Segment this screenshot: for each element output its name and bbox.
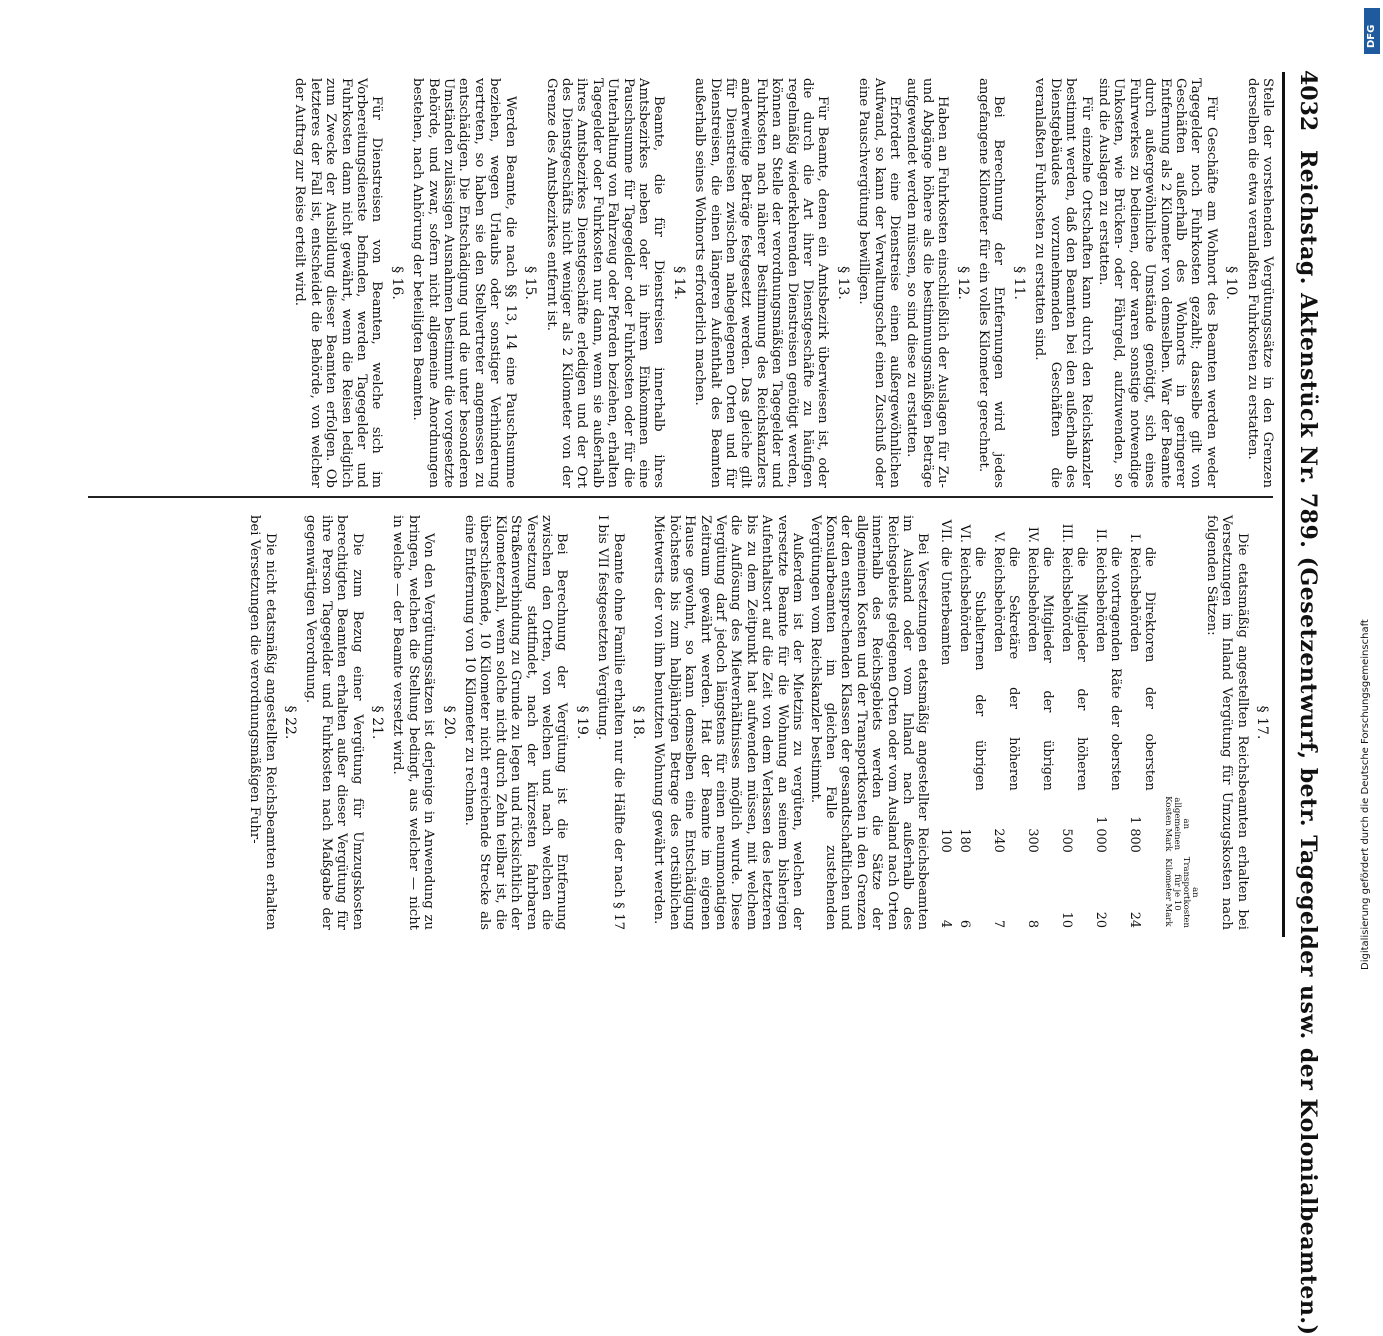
- paragraph: Bei Versetzungen etatsmäßig angestellter Reichsbeamten im Ausland oder vom Inland nach außerhalb des Reichsgebiets gelegenen Orten oder vom Ausland nach Orten innerhalb des Reichsgebiets werden die Sätze der allgemeinen Kosten und der Transportkosten in den Grenzen der den entsprechenden Klassen der gesandtschaftlichen und Konsularbeamten im gleichen Falle zustehenden Vergütungen vom Reichskanzler bestimmt.: [807, 515, 931, 930]
- rates-table-row: [1125, 515, 1159, 930]
- rates-table-row: [989, 515, 1023, 930]
- section-heading: § 22.: [281, 705, 298, 740]
- column-header-general: an allgemeinen Kosten Mark: [1163, 796, 1192, 852]
- paragraph: Bei Berechnung der Entfernungen wird jedes angefangene Kilometer für ein volles Kilometer gerechnet.: [976, 78, 1007, 488]
- row-numeral: VI.: [957, 524, 973, 543]
- column-divider: [88, 496, 1273, 498]
- row-general-cost: 240: [991, 828, 1007, 853]
- page-title: Reichstag. Aktenstück Nr. 789. (Gesetzentwurf, betr. Tagegelder usw. der Kolonialbeamten.): [1295, 150, 1321, 1336]
- row-label: die Mitglieder der höheren Reichsbehörden: [1059, 547, 1090, 791]
- paragraph: Werden Beamte, die nach §§ 13, 14 eine Pauschsumme beziehen, wegen Urlaubs oder sonstiger Verhinderung vertreten, so haben sie den Stellvertreter angemessen zu entschädigen. Die Entschädigung und die unter besonderen Umständen zulässigen Ausnahmen bestimmt die vorgesetzte Behörde, und zwar, sofern nicht allgemeine Anordnungen bestehen, nach Anhörung der beteiligten Beamten.: [410, 78, 518, 488]
- rates-table-row: [1023, 515, 1057, 930]
- row-label: die Subalternen der übrigen Reichsbehörden: [957, 547, 988, 791]
- section-heading: § 10.: [1223, 266, 1240, 300]
- rates-table-row: [936, 515, 955, 930]
- header-rule: [1282, 72, 1285, 937]
- row-transport-cost: 8: [1025, 919, 1041, 928]
- paragraph: Außerdem ist der Mietzins zu vergüten, welchen der versetzte Beamte für die Wohnung an seinem bisherigen Aufenthaltsort auf die Zeit von dem Verlassen des letzteren bis zu dem Zeitpunkt hat aufwenden müssen, mit welchem die Auflösung des Mietverhältnisses möglich wurde. Diese Vergütung darf jedoch längstens für einen neunmonatigen Zeitraum gewährt werden. Hat der Beamte im eigenen Hause gewohnt, so kann demselben eine Entschädigung höchstens bis zum halbjährigen Betrage des ortsüblichen Mietwerts der von ihm benutzten Wohnung gewährt werden.: [651, 515, 806, 930]
- row-label: die Unterbeamten: [938, 547, 954, 666]
- digitization-text: Digitalisierung gefördert durch die Deutsche Forschungsgemeinschaft: [1360, 619, 1371, 970]
- row-numeral: VII.: [938, 519, 954, 543]
- rates-table-row: [1057, 515, 1091, 930]
- row-transport-cost: 24: [1127, 911, 1143, 928]
- paragraph: Für Beamte, denen ein Amtsbezirk überwiesen ist, oder die durch die Art ihrer Dienstgeschäfte zu häufigen regelmäßig wiederkehrenden Dienstreisen genötigt werden, können an Stelle der verordnungsmäßigen Tagegelder und Fuhrkosten nach näherer Bestimmung des Reichskanzlers anderweitige Beträge festgesetzt werden. Das gleiche gilt für Dienstreisen zwischen nahegelegenen Orten und für Dienstreisen, die einen längeren Aufenthalt des Beamten außerhalb seines Wohnorts erforderlich machen.: [692, 78, 831, 488]
- row-numeral: IV.: [1025, 526, 1041, 543]
- right-column: [245, 515, 1275, 930]
- paragraph: Haben an Fuhrkosten einschließlich der Auslagen für Zu- und Abgänge höhere als die bestimmungsmäßigen Beträge aufgewendet werden müssen, so sind diese zu erstatten.: [904, 78, 951, 488]
- paragraph: Für Geschäfte am Wohnort des Beamten werden weder Tagegelder noch Fuhrkosten gezahlt; dasselbe gilt von Geschäften außerhalb des Wohnorts in geringerer Entfernung als 2 Kilometer von demselben. War der Beamte durch außergewöhnliche Umstände genötigt, sich eines Fuhrwerkes zu bedienen, oder waren sonstige notwendige Unkosten, wie Brücken- oder Fährgeld, aufzuwenden, so sind die Auslagen zu erstatten.: [1095, 78, 1219, 488]
- section-heading: § 19.: [573, 705, 590, 740]
- row-general-cost: 1 000: [1093, 816, 1109, 853]
- left-column: [290, 78, 1275, 488]
- page-header: [1287, 70, 1321, 1336]
- rates-table-row: [955, 515, 989, 930]
- row-transport-cost: 4: [938, 919, 954, 928]
- section-heading: § 21.: [368, 705, 385, 740]
- row-general-cost: 1 800: [1127, 816, 1143, 853]
- section-heading: § 17.: [1254, 705, 1270, 740]
- section-heading: § 20.: [440, 705, 457, 740]
- row-label: die Sekretäre der höheren Reichsbehörden: [991, 547, 1022, 791]
- section-heading: § 13.: [834, 266, 851, 300]
- paragraph: Stelle der vorstehenden Vergütungssätze in den Grenzen derselben die etwa veranlaßten Fuhrkosten zu erstatten.: [1244, 78, 1275, 488]
- rates-table: [936, 515, 1199, 930]
- row-label: die Direktoren der obersten Reichsbehörden: [1127, 547, 1158, 791]
- paragraph: Beamte, die für Dienstreisen innerhalb ihres Amtsbezirkes neben oder in ihrem Einkommen eine Pauschsumme für Tagegelder oder Fuhrkosten oder für die Unterhaltung von Fahrzeug oder Pferden beziehen, erhalten Tagegelder oder Fuhrkosten nur dann, wenn sie außerhalb ihres Amtsbezirkes Dienstgeschäfte erledigen und der Ort des Dienstgeschäfts nicht weniger als 2 Kilometer von der Grenze des Amtsbezirkes entfernt ist.: [543, 78, 667, 488]
- paragraph: Die zum Bezug einer Vergütung für Umzugskosten berechtigten Beamten erhalten außer dieser Vergütung für ihre Person Tagegelder und Fuhrkosten nach Maßgabe der gegenwärtigen Verordnung.: [303, 515, 365, 930]
- dfg-logo-text: DFG: [1366, 24, 1377, 48]
- paragraph: Die nicht etatsmäßig angestellten Reichsbeamten erhalten bei Versetzungen die verordnungsmäßigen Fuhr-: [247, 515, 278, 930]
- row-general-cost: 500: [1059, 828, 1075, 853]
- row-transport-cost: 20: [1093, 911, 1109, 928]
- row-general-cost: 300: [1025, 828, 1041, 853]
- paragraph: Für einzelne Ortschaften kann durch den Reichskanzler bestimmt werden, daß den Beamten bei den außerhalb des Dienstgebäudes vorzunehmenden Geschäften die veranlaßten Fuhrkosten zu erstatten sind.: [1032, 78, 1094, 488]
- section-heading: § 11.: [1010, 266, 1027, 300]
- paragraph: Beamte ohne Familie erhalten nur die Hälfte der nach § 17 I bis VII festgesetzten Vergütung.: [595, 515, 626, 930]
- row-numeral: I.: [1127, 533, 1143, 543]
- paragraph: Von den Vergütungssätzen ist derjenige in Anwendung zu bringen, welchen die Stellung bedingt, aus welcher — nicht in welche — der Beamte versetzt wird.: [390, 515, 437, 930]
- paragraph: Bei Berechnung der Vergütung ist die Entfernung zwischen den Orten, von welchen und nach welchen die Versetzung stattfindet, nach der kürzesten fahrbaren Straßenverbindung zu Grunde zu legen und rücksichtlich der Kilometerzahl, wenn solche nicht durch Zehn teilbar ist, die überschießende, 10 Kilometer nicht erreichende Strecke als eine Entfernung von 10 Kilometer zu rechnen.: [462, 515, 570, 930]
- section-heading: § 14.: [670, 266, 687, 300]
- dfg-logo: [1364, 8, 1380, 54]
- section-heading: § 16.: [388, 266, 405, 300]
- row-numeral: V.: [991, 531, 1007, 543]
- row-numeral: III.: [1059, 523, 1075, 543]
- row-general-cost: 180: [957, 828, 973, 853]
- column-header-transport: an Transportkosten für je 10 Kilometer Mark: [1163, 856, 1201, 929]
- digitization-note: [1360, 20, 1380, 980]
- row-transport-cost: 6: [957, 919, 973, 928]
- row-general-cost: 100: [938, 828, 954, 853]
- paragraph: Für Dienstreisen von Beamten, welche sich im Vorbereitungsdienste befinden, werden Tagegelder und Fuhrkosten dann nicht gewährt, wenn die Reisen lediglich zum Zwecke der Ausbildung dieser Beamten erfolgen. Ob letzteres der Fall ist, entscheidet die Behörde, von welcher der Auftrag zur Reise erteilt wird.: [292, 78, 385, 488]
- rates-table-row: [1091, 515, 1125, 930]
- row-label: die Mitglieder der übrigen Reichsbehörden: [1025, 547, 1056, 791]
- row-transport-cost: 10: [1059, 911, 1075, 928]
- section-heading: § 12.: [954, 266, 971, 300]
- page-number: 4032: [1295, 70, 1321, 132]
- paragraph: Die etatsmäßig angestellten Reichsbeamten erhalten bei Versetzungen im Inland Vergütung für Umzugskosten nach folgenden Sätzen:: [1203, 515, 1250, 930]
- row-numeral: II.: [1093, 528, 1109, 543]
- paragraph: Erfordert eine Dienstreise einen außergewöhnlichen Aufwand, so kann der Verwaltungschef einen Zuschuß oder eine Pauschvergütung bewilligen.: [856, 78, 903, 488]
- row-label: die vortragenden Räte der obersten Reichsbehörden: [1093, 547, 1124, 791]
- row-transport-cost: 7: [991, 919, 1007, 928]
- section-heading: § 18.: [630, 705, 647, 740]
- section-heading: § 15.: [522, 266, 539, 300]
